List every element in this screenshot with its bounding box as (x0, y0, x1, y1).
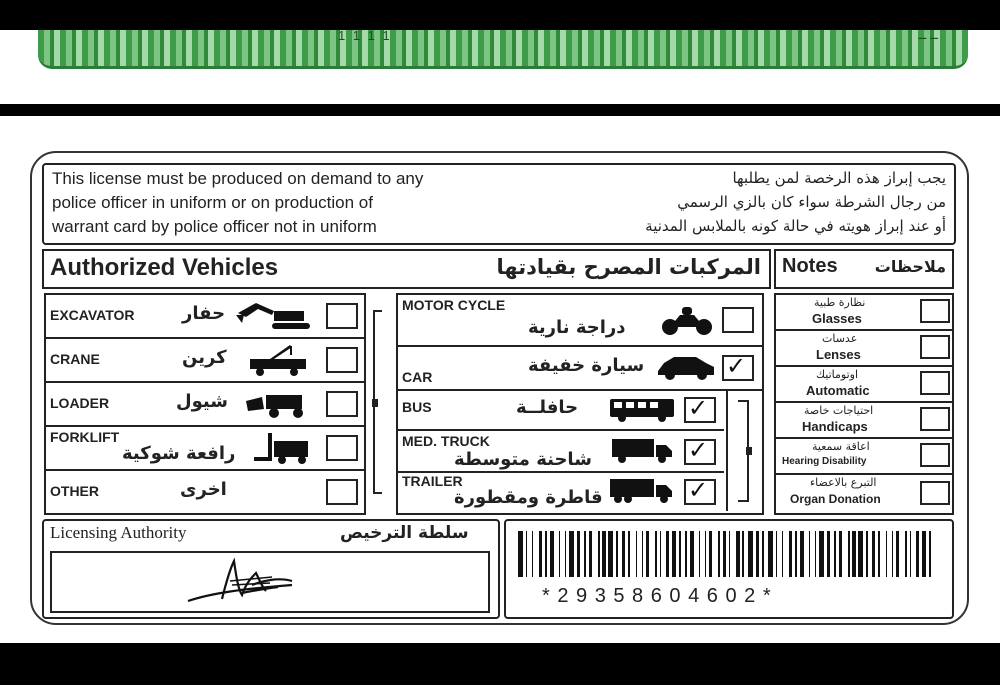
loader-checkbox[interactable] (326, 391, 358, 417)
barcode-bar (762, 531, 764, 577)
vehicle-label-en: BUS (402, 399, 432, 415)
heavy-vehicles-bracket (726, 391, 762, 511)
notice-en-line-3: warrant card by police officer not in uniform (52, 217, 377, 236)
car-icon (656, 353, 716, 381)
car-checkbox[interactable] (722, 352, 754, 381)
bus-checkbox[interactable] (684, 394, 716, 423)
notes-box (774, 293, 954, 515)
left-bracket-mark (370, 309, 386, 495)
truck-icon (610, 437, 674, 465)
notice-ar-line-1: يجب إبراز هذه الرخصة لمن يطلبها (732, 169, 946, 187)
barcode-bar (589, 531, 592, 577)
note-row-hearing (776, 439, 952, 475)
barcode-bar (608, 531, 613, 577)
barcode-bar (729, 531, 731, 577)
note-label-ar: نظارة طبية (814, 296, 866, 309)
front-peek-ar-text: ــ ــ (918, 28, 938, 43)
barcode-bar (559, 531, 561, 577)
notice-box (42, 163, 956, 245)
barcode-bar (690, 531, 695, 577)
barcode-bar (834, 531, 836, 577)
vehicle-label-ar: سيارة خفيفة (528, 355, 645, 376)
license-back (0, 116, 1000, 643)
barcode-bar (660, 531, 662, 577)
check-mark: ✓ (688, 394, 709, 422)
vehicle-label-ar: كرين (182, 347, 227, 368)
organ-donation-checkbox[interactable] (920, 481, 950, 505)
bracket-mark (734, 399, 754, 503)
vehicle-label-ar: شيول (176, 391, 228, 412)
glasses-checkbox[interactable] (920, 299, 950, 323)
vehicle-label-ar: شاحنة متوسطة (454, 449, 592, 470)
barcode (518, 531, 936, 577)
vehicle-row-medium-truck (398, 431, 724, 473)
authorized-vehicles-header (42, 249, 771, 289)
check-mark: ✓ (688, 436, 709, 464)
vehicle-label-ar: حفار (182, 303, 226, 324)
vehicle-label-en: LOADER (50, 395, 110, 411)
barcode-bar (809, 531, 811, 577)
bus-icon (608, 397, 676, 423)
barcode-bar (795, 531, 797, 577)
barcode-bar (827, 531, 830, 577)
barcode-bar (699, 531, 701, 577)
note-label-ar: التبرع بالاعضاء (810, 476, 877, 489)
barcode-bar (705, 531, 707, 577)
green-security-band (38, 30, 968, 69)
notes-title-ar: ملاحظات (874, 257, 946, 276)
notice-en-line-1: This license must be produced on demand to any (52, 169, 424, 188)
barcode-bar (642, 531, 644, 577)
trailer-icon (608, 477, 674, 505)
licensing-authority-label-en: Licensing Authority (50, 523, 187, 542)
front-card-edge (0, 30, 1000, 104)
note-label-en: Handicaps (802, 419, 868, 434)
barcode-bar (672, 531, 677, 577)
barcode-bar (616, 531, 618, 577)
vehicle-label-ar: حافلــة (516, 397, 579, 418)
vehicle-row-forklift (46, 427, 364, 471)
licensing-authority-box (42, 519, 500, 619)
note-label-en: Organ Donation (790, 492, 881, 506)
loader-icon (244, 389, 314, 419)
barcode-bar (550, 531, 555, 577)
barcode-bar (736, 531, 739, 577)
notes-header (774, 249, 954, 289)
vehicle-label-en: FORKLIFT (50, 429, 120, 445)
note-label-ar: احتياجات خاصة (804, 404, 874, 417)
signature-image (182, 555, 312, 607)
excavator-checkbox[interactable] (326, 303, 358, 329)
note-label-en: Hearing Disability (782, 456, 867, 467)
authorized-vehicles-title-en: Authorized Vehicles (50, 254, 279, 281)
notice-ar-line-3: أو عند إبراز هويته في حالة كونه بالملابس المدنية (645, 217, 946, 235)
vehicle-label-en: OTHER (50, 483, 99, 499)
trailer-checkbox[interactable] (684, 476, 716, 505)
lenses-checkbox[interactable] (920, 335, 950, 359)
barcode-bar (532, 531, 534, 577)
vehicle-label-ar: اخرى (180, 479, 227, 500)
crane-truck-icon (246, 343, 312, 377)
barcode-bar (748, 531, 753, 577)
note-label-en: Glasses (812, 311, 862, 326)
note-row-lenses (776, 331, 952, 367)
vehicle-label-ar: رافعة شوكية (122, 443, 236, 464)
barcode-bar (679, 531, 681, 577)
barcode-bar (852, 531, 855, 577)
barcode-bar (922, 531, 927, 577)
barcode-bar (655, 531, 657, 577)
barcode-bar (886, 531, 888, 577)
barcode-bar (526, 531, 528, 577)
barcode-bar (685, 531, 687, 577)
note-label-ar: اوتوماتيك (816, 368, 859, 381)
barcode-bar (598, 531, 600, 577)
left-vehicles-box (44, 293, 366, 515)
automatic-checkbox[interactable] (920, 371, 950, 395)
vehicle-label-ar: قاطرة ومقطورة (454, 487, 603, 508)
licensing-authority-label-ar: سلطة الترخيص (340, 523, 469, 543)
vehicle-row-excavator (46, 295, 364, 339)
note-label-ar: عدسات (822, 332, 858, 345)
vehicle-row-other (46, 471, 364, 511)
vehicle-row-motorcycle (398, 295, 762, 347)
barcode-bar (584, 531, 586, 577)
barcode-bar (819, 531, 824, 577)
excavator-icon (234, 301, 318, 331)
vehicle-label-en: MED. TRUCK (402, 433, 490, 449)
barcode-bar (569, 531, 574, 577)
vehicle-row-crane (46, 339, 364, 383)
notice-en-line-2: police officer in uniform or on production of (52, 193, 373, 212)
barcode-bar (518, 531, 523, 577)
note-label-ar: اعاقة سمعية (812, 440, 870, 453)
vehicle-label-en: CAR (402, 369, 433, 385)
signature-box (50, 551, 490, 613)
barcode-bar (916, 531, 919, 577)
barcode-bar (602, 531, 605, 577)
barcode-bar (866, 531, 868, 577)
medium-truck-checkbox[interactable] (684, 436, 716, 465)
vehicle-row-trailer (398, 473, 724, 511)
barcode-bar (756, 531, 759, 577)
note-row-automatic (776, 367, 952, 403)
crane-checkbox[interactable] (326, 347, 358, 373)
barcode-bar (622, 531, 625, 577)
barcode-bar (628, 531, 630, 577)
other-checkbox[interactable] (326, 479, 358, 505)
barcode-bar (910, 531, 912, 577)
vehicle-label-en: EXCAVATOR (50, 307, 135, 323)
note-row-handicaps (776, 403, 952, 439)
barcode-bar (718, 531, 720, 577)
barcode-bar (666, 531, 669, 577)
notice-ar-line-2: من رجال الشرطة سواء كان بالزي الرسمي (677, 193, 946, 211)
vehicle-label-ar: دراجة نارية (528, 317, 626, 338)
note-label-en: Lenses (816, 347, 861, 362)
barcode-bar (577, 531, 580, 577)
barcode-bar (848, 531, 850, 577)
barcode-bar (878, 531, 880, 577)
barcode-bar (839, 531, 842, 577)
notes-title-en: Notes (782, 255, 838, 277)
barcode-bar (872, 531, 875, 577)
authorized-vehicles-title-ar: المركبات المصرح بقيادتها (496, 255, 761, 279)
check-mark: ✓ (688, 476, 709, 504)
barcode-bar (905, 531, 907, 577)
vehicle-row-car (398, 347, 762, 391)
barcode-bar (723, 531, 726, 577)
barcode-bar (776, 531, 778, 577)
handicaps-checkbox[interactable] (920, 407, 950, 431)
barcode-bar (858, 531, 863, 577)
forklift-icon (252, 431, 314, 465)
barcode-box (504, 519, 954, 619)
right-vehicles-box (396, 293, 764, 515)
barcode-bar (929, 531, 931, 577)
note-row-organ-donation (776, 475, 952, 511)
hearing-checkbox[interactable] (920, 443, 950, 467)
check-mark: ✓ (726, 352, 747, 380)
vehicle-row-loader (46, 383, 364, 427)
barcode-number: * 2 9 3 5 8 6 0 4 6 0 2 * (542, 585, 772, 607)
barcode-bar (815, 531, 817, 577)
barcode-bar (709, 531, 712, 577)
barcode-bar (565, 531, 567, 577)
note-row-glasses (776, 295, 952, 331)
vehicle-label-en: TRAILER (402, 473, 463, 489)
front-peek-text: 1 1 1 1 (338, 28, 392, 43)
motorcycle-icon (660, 305, 714, 337)
barcode-bar (892, 531, 894, 577)
vehicle-label-en: MOTOR CYCLE (402, 297, 506, 313)
barcode-bar (646, 531, 649, 577)
barcode-bar (768, 531, 773, 577)
barcode-bar (800, 531, 805, 577)
note-label-en: Automatic (806, 383, 870, 398)
barcode-bar (789, 531, 792, 577)
license-card-back (30, 151, 969, 625)
barcode-bar (782, 531, 784, 577)
barcode-bar (896, 531, 899, 577)
barcode-bar (742, 531, 744, 577)
motorcycle-checkbox[interactable] (722, 307, 754, 333)
forklift-checkbox[interactable] (326, 435, 358, 461)
vehicle-row-bus (398, 391, 724, 431)
barcode-bar (545, 531, 547, 577)
barcode-bar (539, 531, 542, 577)
barcode-bar (636, 531, 638, 577)
vehicle-label-en: CRANE (50, 351, 100, 367)
